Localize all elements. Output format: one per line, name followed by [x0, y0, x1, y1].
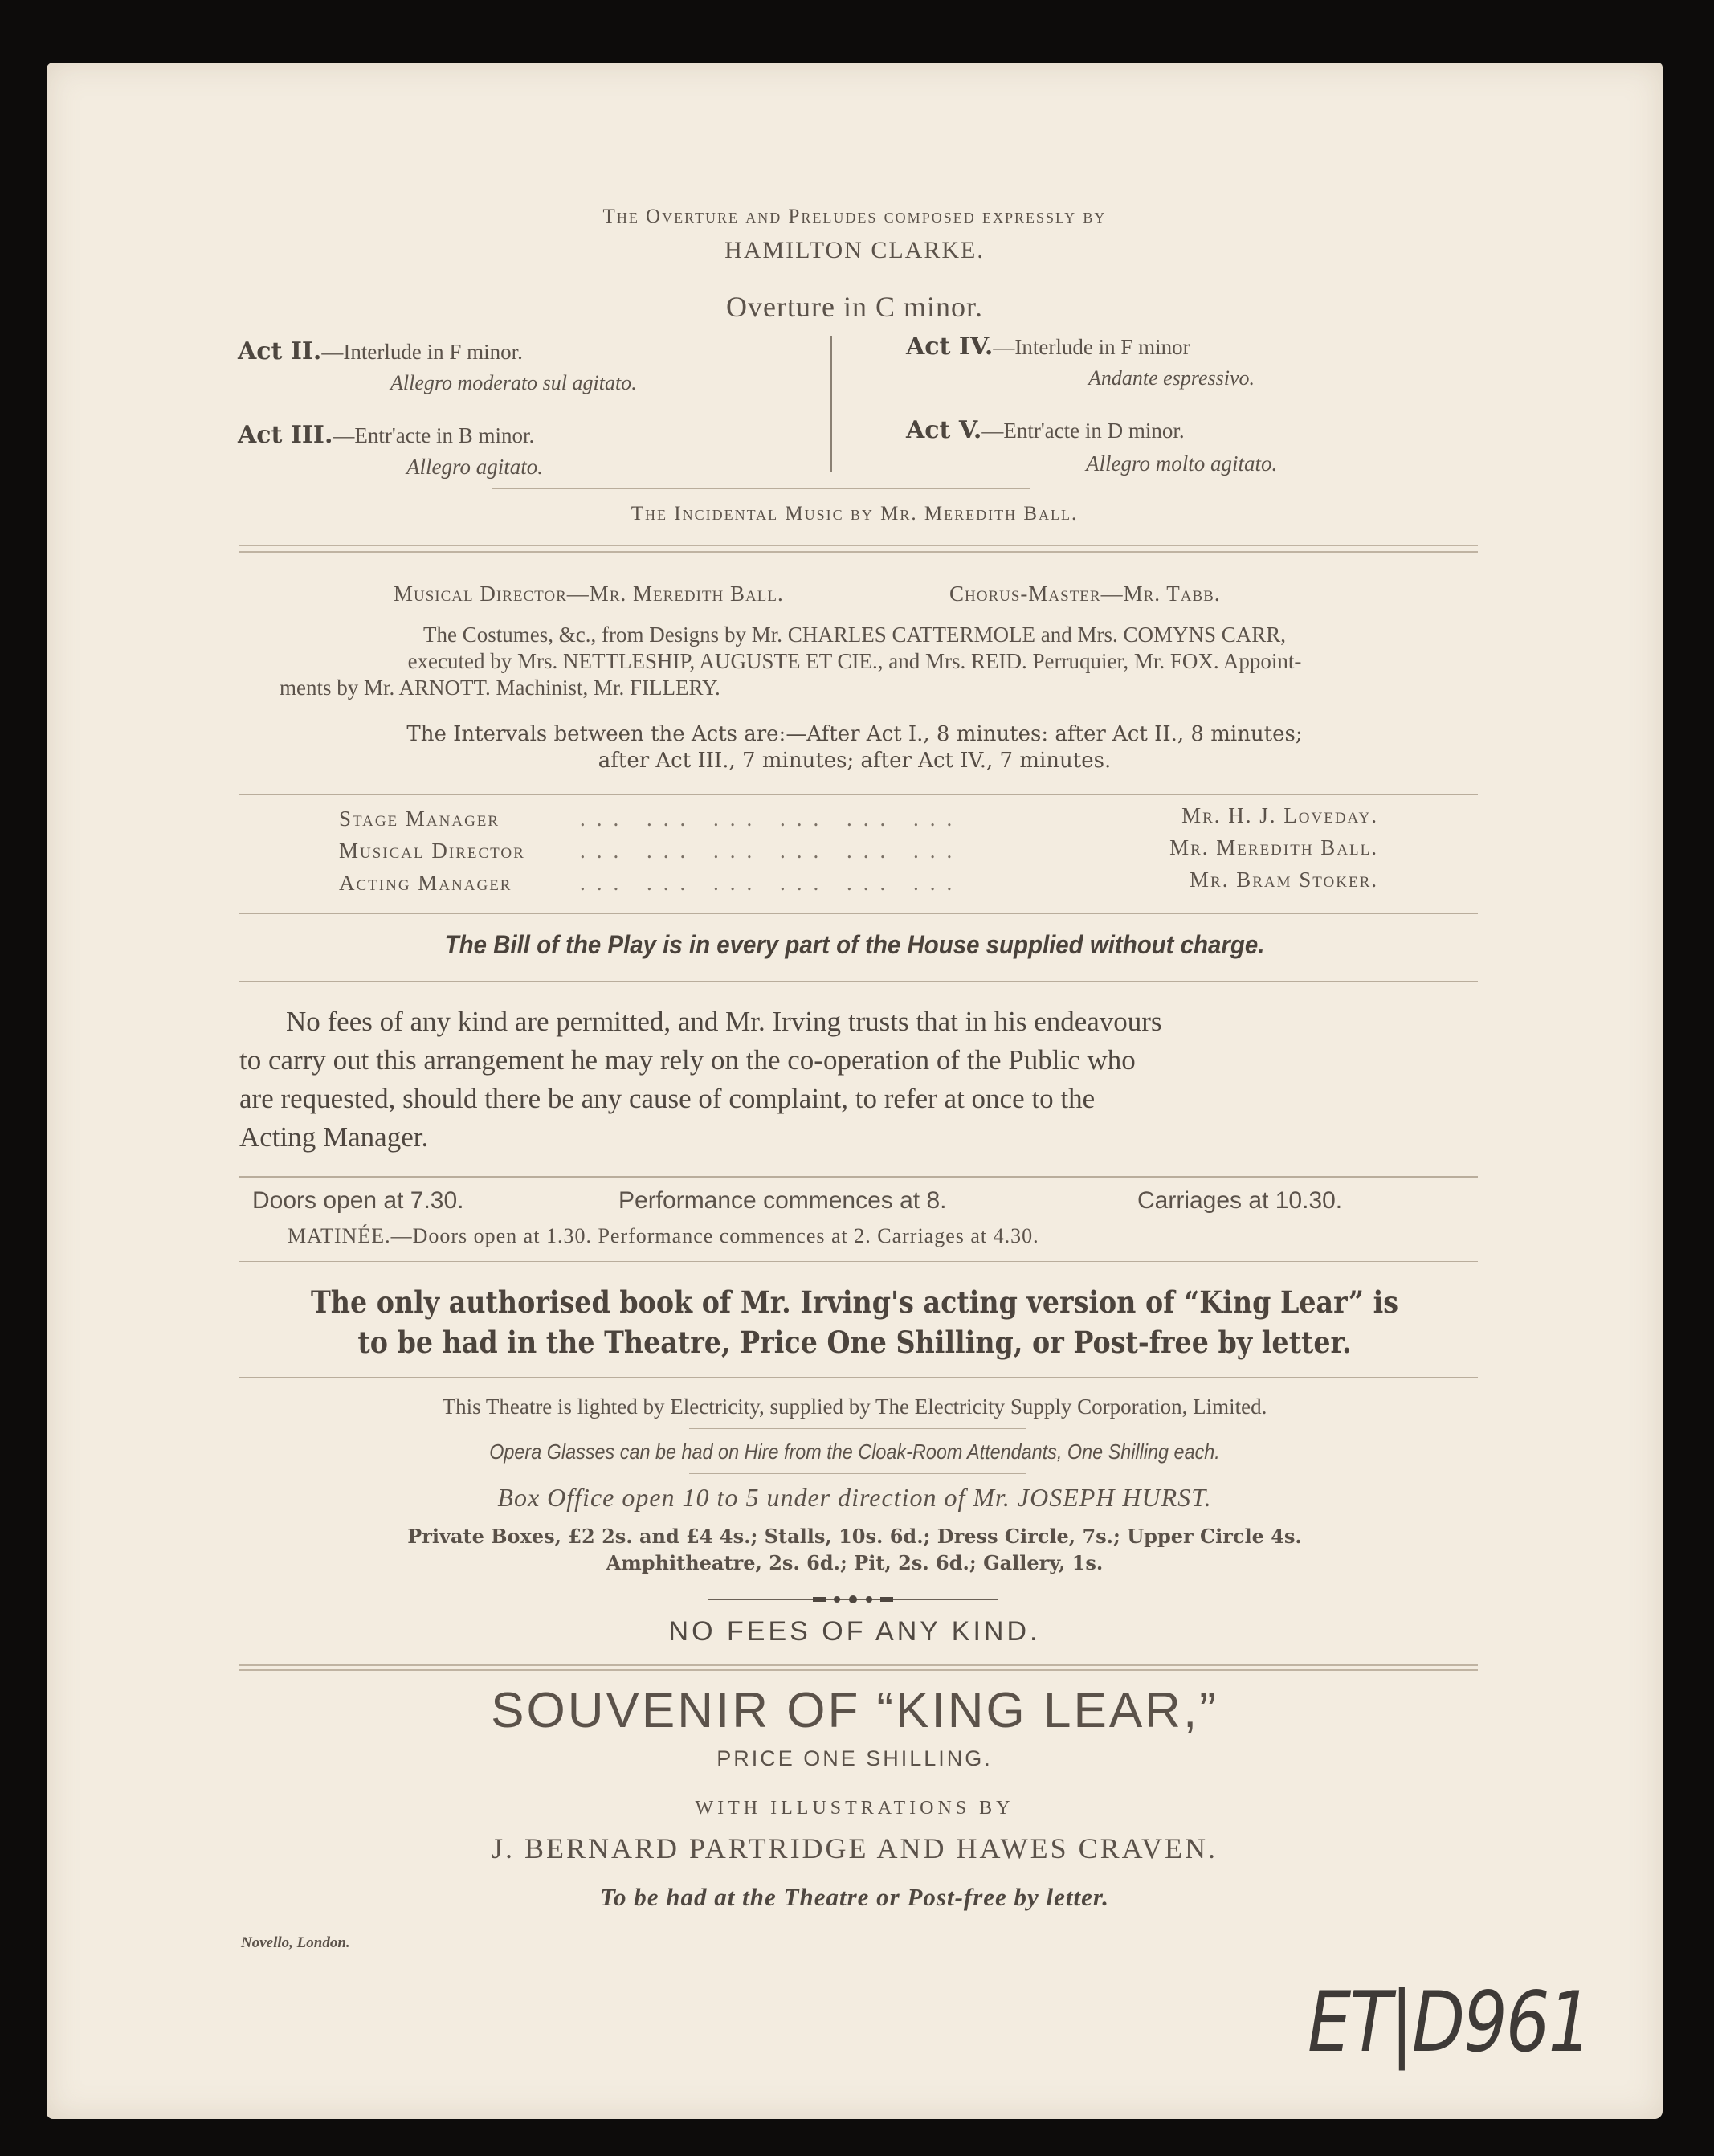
costumes-credits [47, 622, 1663, 701]
stage-manager-name: Mr. H. J. Loveday. [1181, 803, 1378, 827]
illustrators: J. BERNARD PARTRIDGE AND HAWES CRAVEN. [491, 1832, 1218, 1864]
prices-line-2: Amphitheatre, 2s. 6d.; Pit, 2s. 6d.; Gallery, 1s. [606, 1551, 1104, 1574]
ornamental-rule [239, 545, 1478, 553]
programme-page [47, 63, 1663, 2119]
souvenir-title: SOUVENIR OF “KING LEAR,” [491, 1683, 1218, 1738]
musical-director-role: Musical Director [339, 839, 525, 863]
act-iv-line [906, 333, 1190, 361]
act-iv-tempo: Andante espressivo. [1088, 366, 1255, 390]
costumes-line-3: ments by Mr. ARNOTT. Machinist, Mr. FILLERY. [280, 676, 720, 700]
management-bottom-rule [239, 913, 1478, 914]
book-rule [239, 1377, 1478, 1378]
no-fees-notice: NO FEES OF ANY KIND. [668, 1616, 1041, 1647]
fees-line-2: to carry out this arrangement he may rely on the co-operation of the Public who [239, 1044, 1136, 1076]
lighting-notice: This Theatre is lighted by Electricity, supplied by The Electricity Supply Corporation, Limited. [442, 1394, 1267, 1419]
catalogue-mark: ET|D961 [1308, 1974, 1591, 2071]
costumes-line-1: The Costumes, &c., from Designs by Mr. CHARLES CATTERMOLE and Mrs. COMYNS CARR, [422, 623, 1286, 647]
book-line-2: to be had in the Theatre, Price One Shilling, or Post-free by letter. [357, 1325, 1352, 1360]
prices-line-1: Private Boxes, £2 2s. and £4 4s.; Stalls, 10s. 6d.; Dress Circle, 7s.; Upper Circle 4s. [407, 1525, 1302, 1548]
chorus-master-text: Chorus-Master—Mr. Tabb. [949, 582, 1221, 606]
chorus-master-credit [949, 582, 1221, 606]
act-v-tempo: Allegro molto agitato. [1086, 451, 1278, 476]
musical-director-dots: ... ... ... ... ... ... [580, 839, 964, 863]
act-ii-desc: —Interlude in F minor. [321, 340, 523, 364]
composer-name: HAMILTON CLARKE. [724, 237, 985, 263]
musical-director-text: Musical Director—Mr. Meredith Ball. [394, 582, 784, 606]
doors-time: Doors open at 7.30. [252, 1187, 464, 1214]
act-iii-label: Act III. [238, 421, 333, 449]
act-ii-line [238, 337, 523, 365]
intervals-line-2: after Act III., 7 minutes; after Act IV., 7 minutes. [598, 749, 1112, 773]
intervals-notice [47, 721, 1663, 774]
souvenir-price: PRICE ONE SHILLING. [716, 1746, 993, 1770]
act-v-line [906, 416, 1185, 444]
stage-manager-role: Stage Manager [339, 806, 500, 831]
act-ii-label: Act II. [238, 337, 322, 365]
act-iii-line [238, 421, 534, 449]
act-v-desc: —Entr'acte in D minor. [981, 419, 1185, 443]
ornament-divider [692, 1594, 1014, 1603]
book-line-1: The only authorised book of Mr. Irving's acting version of “King Lear” is [310, 1284, 1399, 1320]
matinee-times: MATINÉE.—Doors open at 1.30. Performance commences at 2. Carriages at 4.30. [288, 1224, 1039, 1247]
book-notice [47, 1282, 1663, 1362]
musical-director-credit [394, 582, 784, 606]
acting-manager-role: Acting Manager [339, 871, 512, 895]
printer-credit: Novello, London. [241, 1934, 350, 1951]
musical-director-row [339, 839, 963, 864]
illustrations-by: WITH ILLUSTRATIONS BY [695, 1798, 1014, 1819]
fees-line-1: No fees of any kind are permitted, and Mr. Irving trusts that in his endeavours [286, 1006, 1162, 1037]
fees-rule [239, 1176, 1478, 1178]
lighting-rule [689, 1428, 1026, 1429]
act-iii-desc: —Entr'acte in B minor. [333, 423, 535, 447]
music-rule [492, 488, 1030, 489]
acting-manager-row [339, 871, 963, 896]
souvenir-rule [239, 1664, 1478, 1671]
overture-title: Overture in C minor. [726, 291, 983, 323]
act-ii-tempo: Allegro moderato sul agitato. [390, 371, 637, 394]
bill-notice: The Bill of the Play is in every part of the House supplied without charge. [444, 930, 1265, 959]
management-top-rule [239, 794, 1478, 795]
souvenir-availability: To be had at the Theatre or Post-free by letter. [599, 1883, 1110, 1911]
overture-heading: The Overture and Preludes composed expressly by [602, 206, 1107, 227]
stage-manager-dots: ... ... ... ... ... ... [580, 806, 964, 831]
fees-paragraph [239, 1002, 1162, 1157]
costumes-line-2: executed by Mrs. NETTLESHIP, AUGUSTE ET CIE., and Mrs. REID. Perruquier, Mr. FOX. Appoint- [407, 649, 1302, 673]
bill-rule [239, 981, 1478, 982]
times-rule [239, 1261, 1478, 1262]
opera-glasses-notice: Opera Glasses can be had on Hire from the Cloak-Room Attendants, One Shilling each. [489, 1439, 1220, 1464]
acting-manager-name: Mr. Bram Stoker. [1190, 868, 1378, 892]
fees-line-3: are requested, should there be any cause of complaint, to refer at once to the [239, 1083, 1096, 1114]
act-iii-tempo: Allegro agitato. [406, 455, 543, 479]
musical-director-name: Mr. Meredith Ball. [1169, 835, 1378, 860]
fees-line-4: Acting Manager. [239, 1121, 429, 1153]
opera-rule [689, 1473, 1026, 1474]
carriages-time: Carriages at 10.30. [1137, 1187, 1343, 1214]
act-v-label: Act V. [906, 416, 982, 444]
column-divider [830, 336, 832, 472]
acting-manager-dots: ... ... ... ... ... ... [580, 871, 964, 895]
act-iv-label: Act IV. [906, 333, 994, 361]
performance-time: Performance commences at 8. [618, 1187, 947, 1214]
incidental-music: The Incidental Music by Mr. Meredith Ball. [631, 503, 1079, 525]
intervals-line-1: The Intervals between the Acts are:—After Act I., 8 minutes: after Act II., 8 minutes; [406, 722, 1303, 746]
act-iv-desc: —Interlude in F minor [993, 335, 1190, 359]
stage-manager-row [339, 806, 963, 831]
box-office-notice: Box Office open 10 to 5 under direction of Mr. JOSEPH HURST. [497, 1483, 1212, 1512]
prices [47, 1523, 1663, 1576]
